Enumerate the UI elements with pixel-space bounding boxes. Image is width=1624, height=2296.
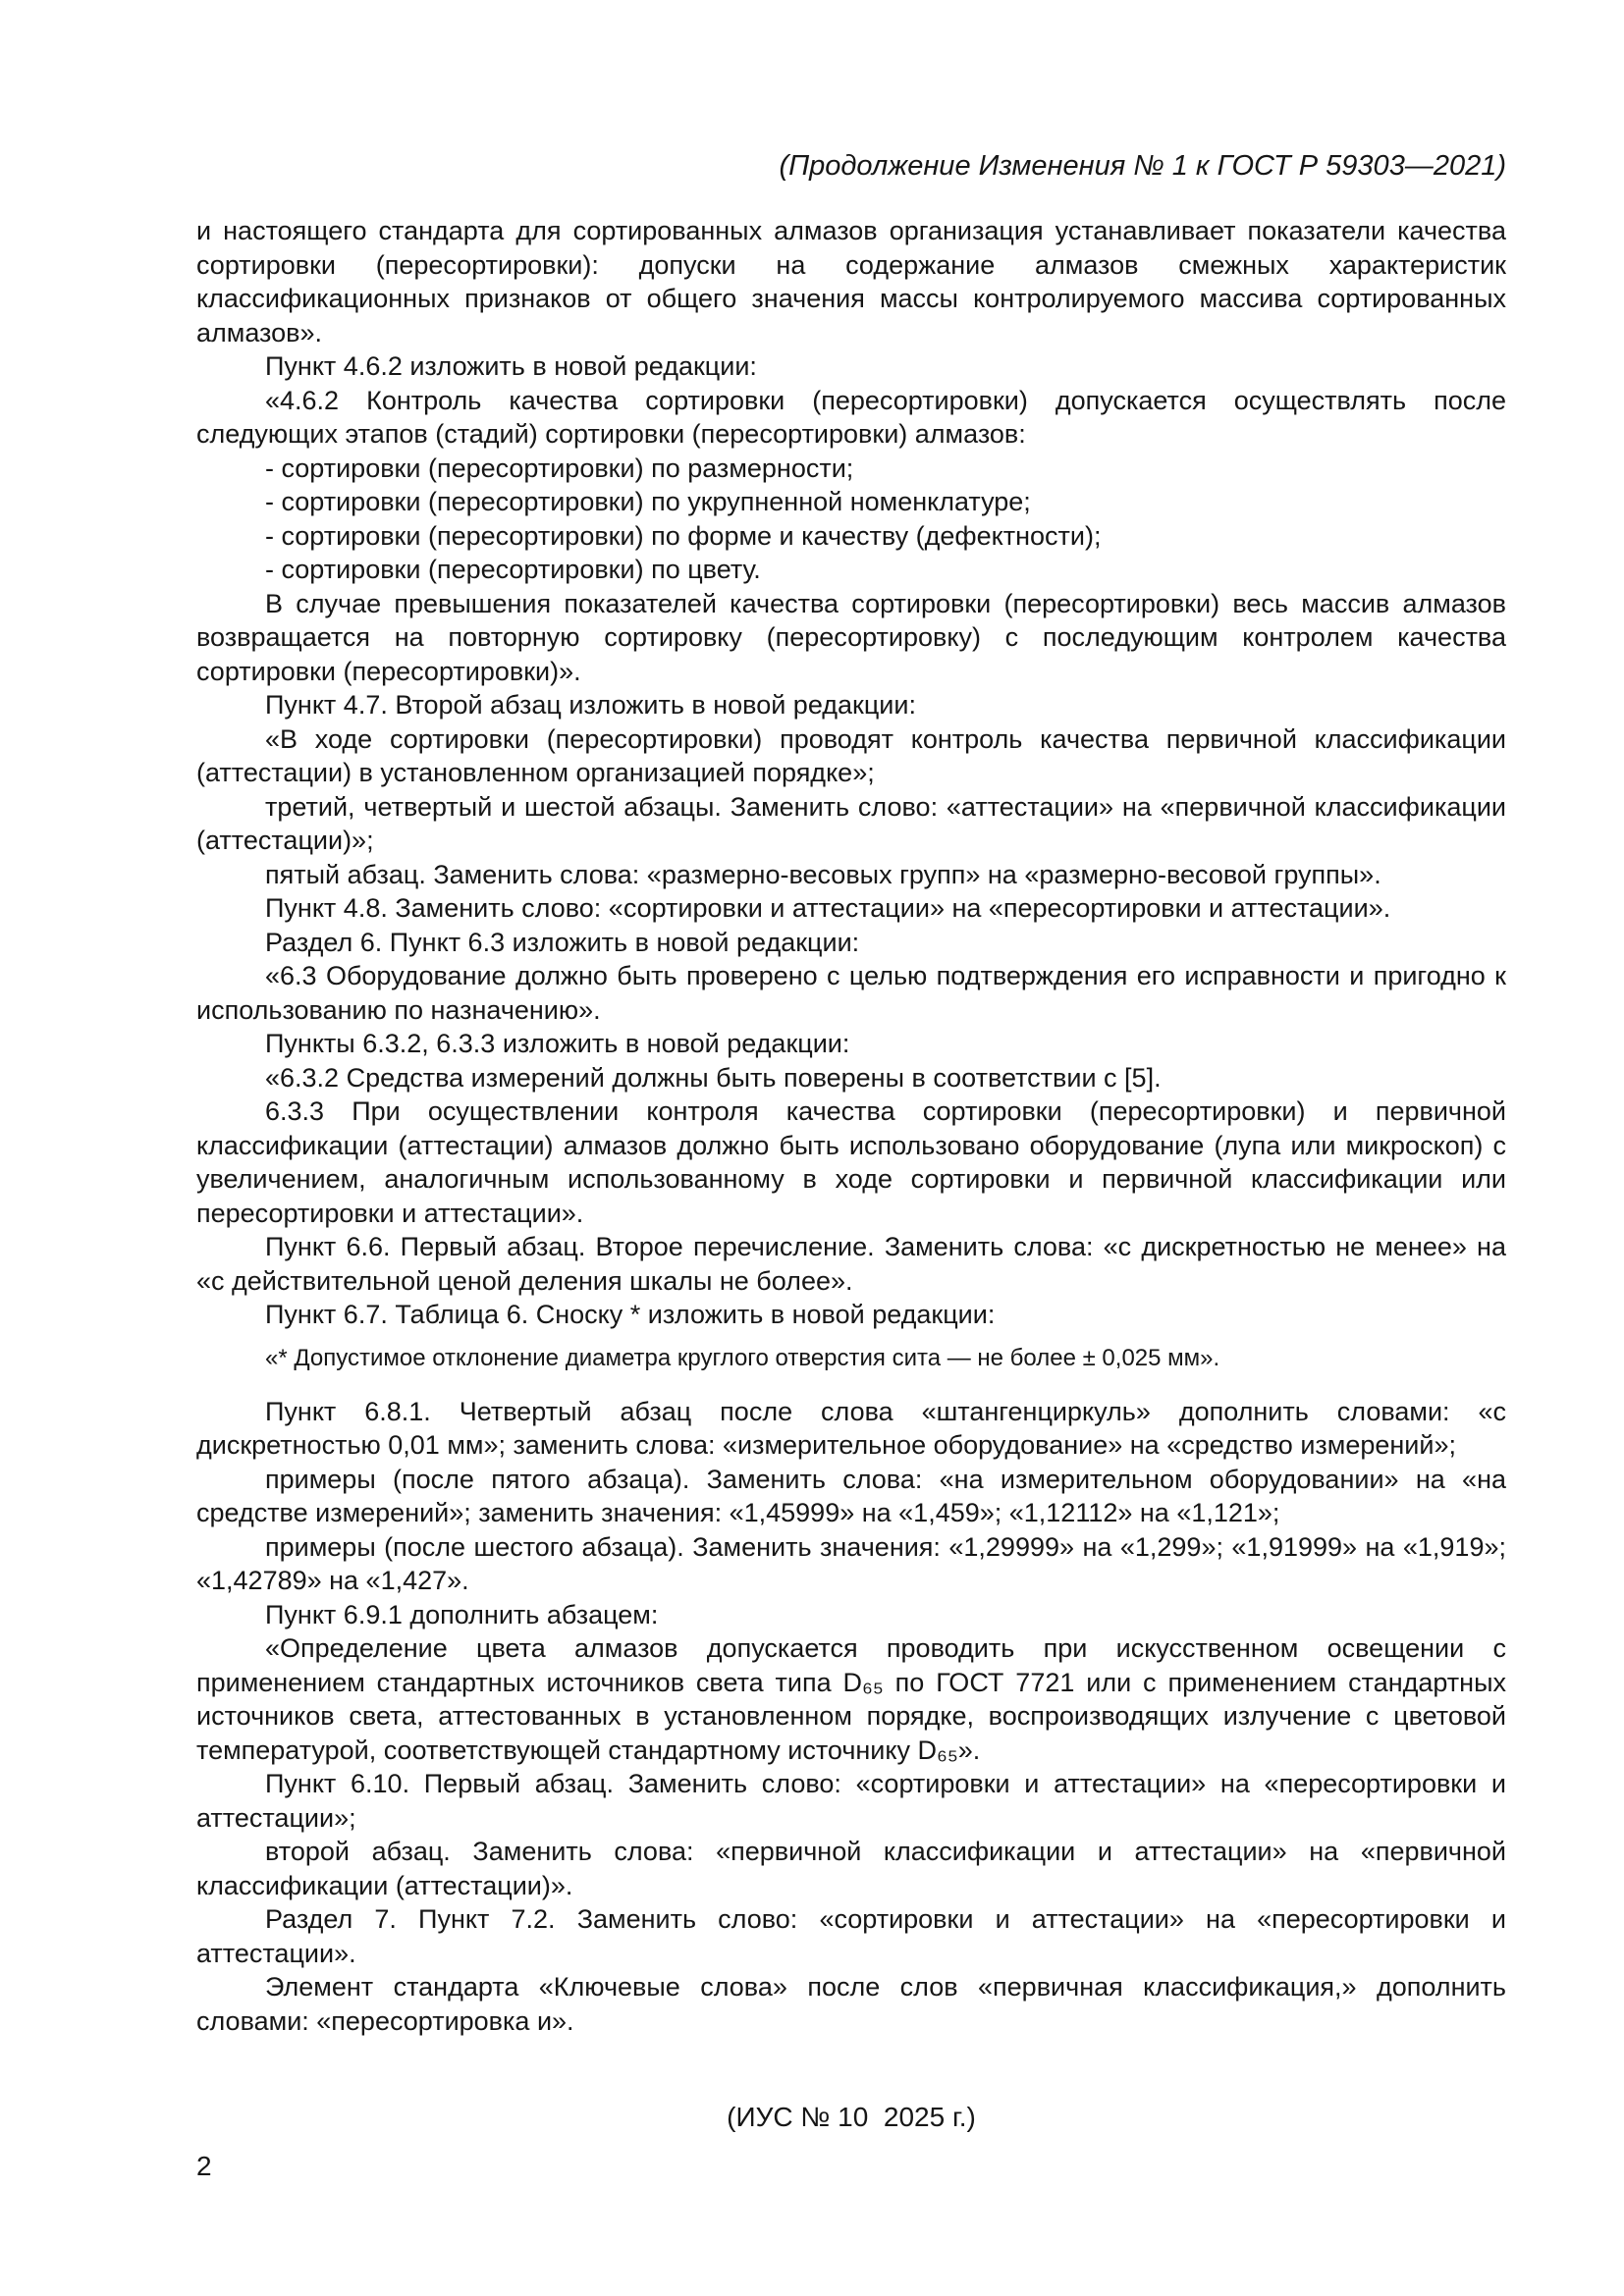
paragraph: и настоящего стандарта для сортированных алмазов организация устанавливает показатели качества сортировки (пересортировки): допуски на содержание алмазов смежных характеристик классификационных признаков от общего значения массы контролируемого массива сортированных алмазов». — [196, 216, 1506, 347]
paragraph: «4.6.2 Контроль качества сортировки (пересортировки) допускается осуществлять после следующих этапов (стадий) сортировки (пересортировки) алмазов: — [196, 385, 1506, 449]
amendment-continuation-header: (Продолжение Изменения № 1 к ГОСТ Р 59303—2021) — [779, 150, 1506, 182]
paragraph: Элемент стандарта «Ключевые слова» после слов «первичная классификация,» дополнить словами: «пересортировка и». — [196, 1972, 1506, 2036]
paragraph: - сортировки (пересортировки) по укрупненной номенклатуре; — [265, 487, 1031, 516]
paragraph: «6.3 Оборудование должно быть проверено с целью подтверждения его исправности и пригодно к использованию по назначению». — [196, 961, 1506, 1025]
paragraph: - сортировки (пересортировки) по форме и качеству (дефектности); — [265, 520, 1102, 551]
paragraph: третий, четвертый и шестой абзацы. Заменить слово: «аттестации» на «первичной классификации (аттестации)»; — [196, 791, 1506, 855]
paragraph: - сортировки (пересортировки) по размерности; — [265, 453, 854, 483]
paragraph: Пункт 4.7. Второй абзац изложить в новой редакции: — [265, 690, 916, 720]
page-content — [196, 149, 1506, 2183]
paragraph: Пункт 6.7. Таблица 6. Сноску * изложить в новой редакции: — [265, 1300, 996, 1329]
paragraph: Пункт 6.9.1 дополнить абзацем: — [265, 1599, 659, 1629]
paragraph: Раздел 7. Пункт 7.2. Заменить слово: «сортировки и аттестации» на «пересортировки и аттестации». — [196, 1904, 1506, 1968]
paragraph: Пункт 4.8. Заменить слово: «сортировки и аттестации» на «пересортировки и аттестации». — [265, 893, 1391, 923]
paragraph: Пункты 6.3.2, 6.3.3 изложить в новой редакции: — [265, 1029, 850, 1058]
paragraph: В случае превышения показателей качества сортировки (пересортировки) весь массив алмазов возвращается на повторную сортировку (пересортировку) с последующим контролем качества сортировки (пересортировки)». — [196, 588, 1506, 686]
paragraph: примеры (после пятого абзаца). Заменить слова: «на измерительном оборудовании» на «на средстве измерений»; заменить значения: «1,45999» на «1,459»; «1,12112» на «1,121»; — [196, 1464, 1506, 1527]
paragraph: Пункт 6.10. Первый абзац. Заменить слово: «сортировки и аттестации» на «пересортировки и аттестации»; — [196, 1769, 1506, 1833]
paragraph: «В ходе сортировки (пересортировки) проводят контроль качества первичной классификации (аттестации) в установленном организацией порядке»; — [196, 723, 1506, 787]
paragraph: Пункт 6.6. Первый абзац. Второе перечисление. Заменить слова: «с дискретностью не менее» на «с действительной ценой деления шкалы не более». — [196, 1232, 1506, 1296]
paragraph: второй абзац. Заменить слова: «первичной классификации и аттестации» на «первичной классификации (аттестации)». — [196, 1837, 1506, 1900]
paragraph: - сортировки (пересортировки) по цвету. — [265, 555, 761, 584]
footnote: «* Допустимое отклонение диаметра круглого отверстия сита — не более ± 0,025 мм». — [265, 1344, 1220, 1371]
paragraph: «Определение цвета алмазов допускается проводить при искусственном освещении с применением стандартных источников света типа D₆₅ по ГОСТ 7721 или с применением стандартных источников света, аттестованных в установленном порядке, воспроизводящих излучение с цветовой температурой, соответствующей стандартному источнику D₆₅». — [196, 1633, 1506, 1765]
issue-note: (ИУС № 10 2025 г.) — [727, 2102, 976, 2132]
paragraph-list — [196, 214, 1506, 2038]
paragraph: Раздел 6. Пункт 6.3 изложить в новой редакции: — [265, 927, 860, 957]
paragraph: пятый абзац. Заменить слова: «размерно-весовых групп» на «размерно-весовой группы». — [265, 859, 1381, 889]
page-number: 2 — [196, 2151, 212, 2181]
paragraph: Пункт 6.8.1. Четвертый абзац после слова «штангенциркуль» дополнить словами: «с дискретностью 0,01 мм»; заменить слова: «измерительное оборудование» на «средство измерений»; — [196, 1396, 1506, 1460]
paragraph: примеры (после шестого абзаца). Заменить значения: «1,29999» на «1,299»; «1,91999» на «1,919»; «1,42789» на «1,427». — [196, 1531, 1506, 1595]
paragraph: Пункт 4.6.2 изложить в новой редакции: — [265, 351, 757, 381]
paragraph: «6.3.2 Средства измерений должны быть поверены в соответствии с [5]. — [265, 1062, 1162, 1093]
paragraph: 6.3.3 При осуществлении контроля качества сортировки (пересортировки) и первичной классификации (аттестации) алмазов должно быть использовано оборудование (лупа или микроскоп) с увеличением, аналогичным использованному в ходе сортировки и первичной классификации или пересортировки и аттестации». — [196, 1096, 1506, 1228]
